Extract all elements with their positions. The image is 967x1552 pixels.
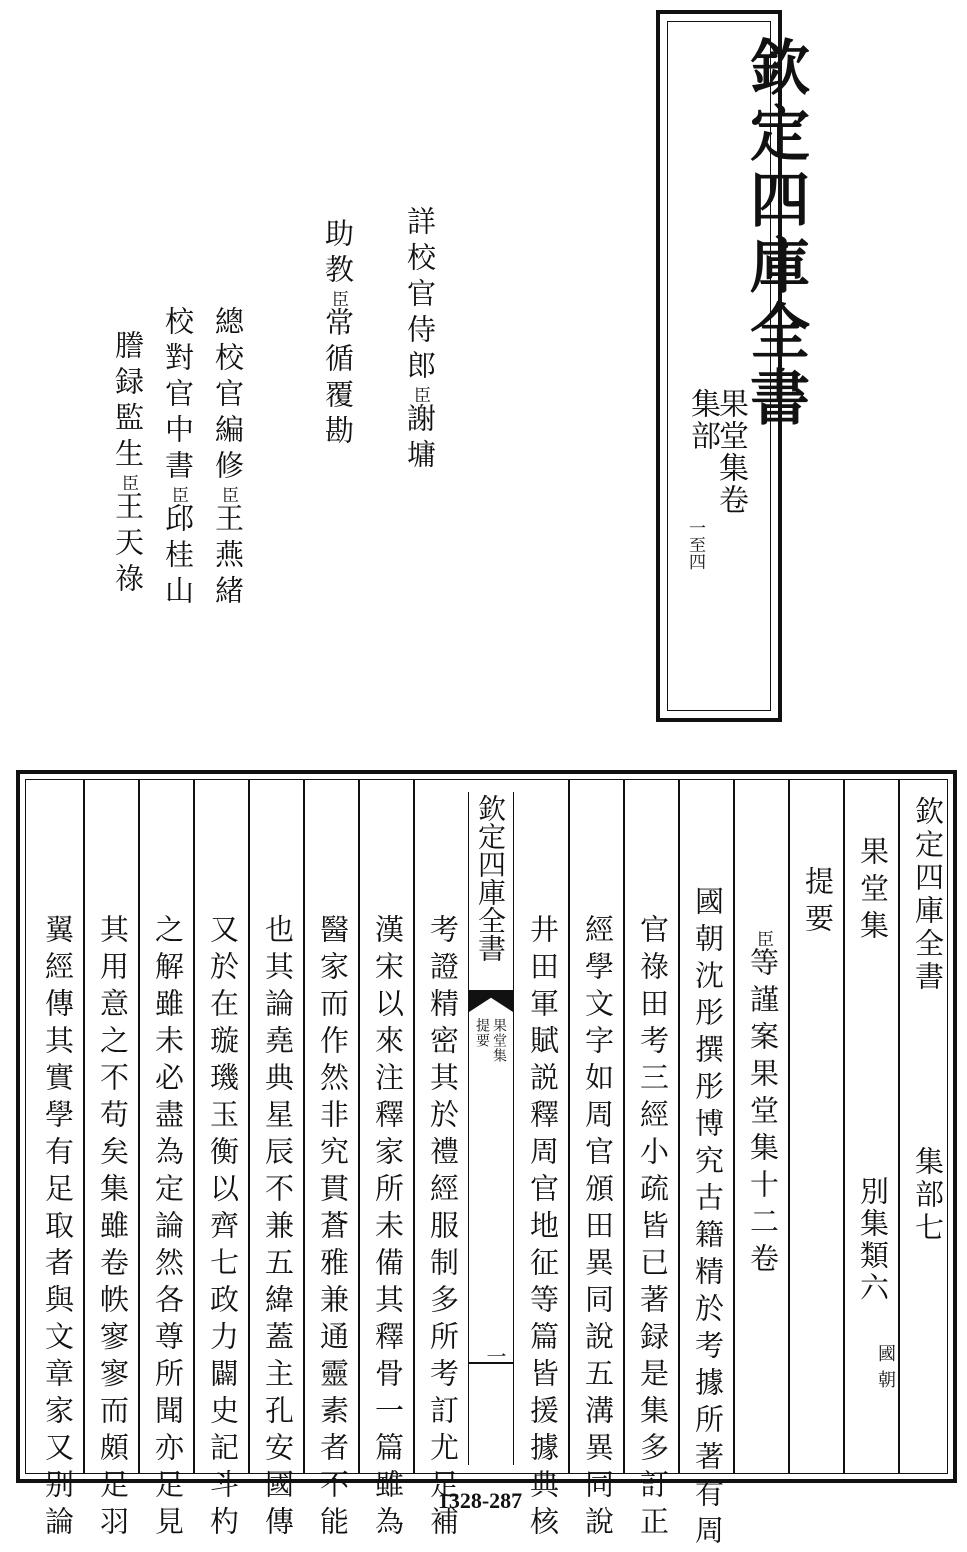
fold-section: 提要	[474, 1018, 490, 1048]
column-rule	[678, 780, 680, 1473]
text-column: 經學文字如周官頒田異同說五溝異同說	[581, 914, 615, 1543]
credit-copyist-name: 王天祿	[111, 491, 145, 599]
column-rule	[623, 780, 625, 1473]
title-slip-inner-border	[667, 21, 810, 711]
column-rule	[898, 780, 900, 1473]
credit-assistant-chen: 臣	[328, 290, 348, 307]
credit-collator	[158, 306, 199, 611]
credit-collator-role: 校對官中書	[161, 306, 195, 486]
credit-reviewer-name: 謝墉	[403, 403, 437, 475]
cover-book: 果堂集卷	[713, 388, 748, 516]
credit-copyist-role: 謄録監生	[111, 330, 145, 474]
text-column: 漢宋以來注釋家所未備其釋骨一篇雖為	[371, 914, 405, 1543]
credit-reviewer-chen: 臣	[410, 386, 430, 403]
column-rule	[843, 780, 845, 1473]
fold-book: 果堂集	[491, 1018, 507, 1063]
column-rule	[733, 780, 735, 1473]
fold-title: 欽定四庫全書	[474, 794, 507, 962]
credit-chief	[208, 306, 249, 611]
fishtail-mark	[469, 990, 513, 1012]
page-number: 1328-287	[437, 1488, 523, 1513]
credit-assistant	[318, 218, 359, 451]
text-column: 又於在璇璣玉衡以齊七政力闢史記斗杓	[206, 914, 240, 1543]
text-column: 官祿田考三經小疏皆已著録是集多訂正	[636, 914, 670, 1543]
header-title: 欽定四庫全書	[911, 796, 945, 994]
dynasty-mark: 國朝	[875, 1344, 896, 1396]
credit-copyist	[108, 330, 149, 599]
text-column: 也其論堯典星辰不兼五緯蓋主孔安國傳	[261, 914, 295, 1543]
text-column: 翼經傳其實學有足取者與文章家又别論	[41, 914, 75, 1543]
credit-collator-chen: 臣	[168, 486, 188, 503]
cover-title: 欽定四庫全書	[740, 36, 810, 432]
credit-reviewer	[400, 206, 441, 475]
credit-assistant-name: 常循覆勘	[321, 307, 355, 451]
credit-assistant-role: 助教	[321, 218, 355, 290]
column-rule	[138, 780, 140, 1473]
credit-chief-chen: 臣	[218, 486, 238, 503]
cover-section: 集部	[685, 388, 720, 452]
column-rule	[248, 780, 250, 1473]
column-rule	[358, 780, 360, 1473]
cover-volumes: 一至四	[685, 519, 705, 570]
text-column: 其用意之不苟矣集雖卷帙寥寥而頗足羽	[96, 914, 130, 1543]
memorial-opening	[743, 930, 784, 1280]
fold-page-number: 一	[483, 1346, 507, 1366]
column-rule	[83, 780, 85, 1473]
title-slip	[656, 10, 810, 722]
text-column: 考證精密其於禮經服制多所考訂尤足補	[426, 914, 460, 1543]
text-column: 國朝沈彤撰彤博究古籍精於考據所著有周	[691, 886, 725, 1552]
column-rule	[413, 780, 415, 1473]
book-title: 果堂集	[856, 836, 890, 947]
credit-chief-role: 總校官編修	[211, 306, 245, 486]
credit-collator-name: 邱桂山	[161, 503, 195, 611]
center-fold	[468, 792, 514, 1465]
column-rule	[788, 780, 790, 1473]
column-rule	[303, 780, 305, 1473]
column-rule	[568, 780, 570, 1473]
section-heading: 提要	[801, 866, 835, 940]
memorial-chen: 臣	[753, 930, 773, 947]
credit-copyist-chen: 臣	[118, 474, 138, 491]
memorial-text: 等謹案果堂集十二卷	[746, 947, 780, 1280]
text-column: 之解雖未必盡為定論然各尊所聞亦足見	[151, 914, 185, 1543]
category: 別集類六	[856, 1176, 890, 1304]
header-section: 集部七	[911, 1146, 945, 1245]
credit-reviewer-role: 詳校官侍郎	[403, 206, 437, 386]
column-rule	[193, 780, 195, 1473]
credit-chief-name: 王燕緒	[211, 503, 245, 611]
text-column: 井田軍賦説釋周官地征等篇皆援據典核	[526, 914, 560, 1543]
text-column: 醫家而作然非究貫蒼雅兼通靈素者不能	[316, 914, 350, 1543]
